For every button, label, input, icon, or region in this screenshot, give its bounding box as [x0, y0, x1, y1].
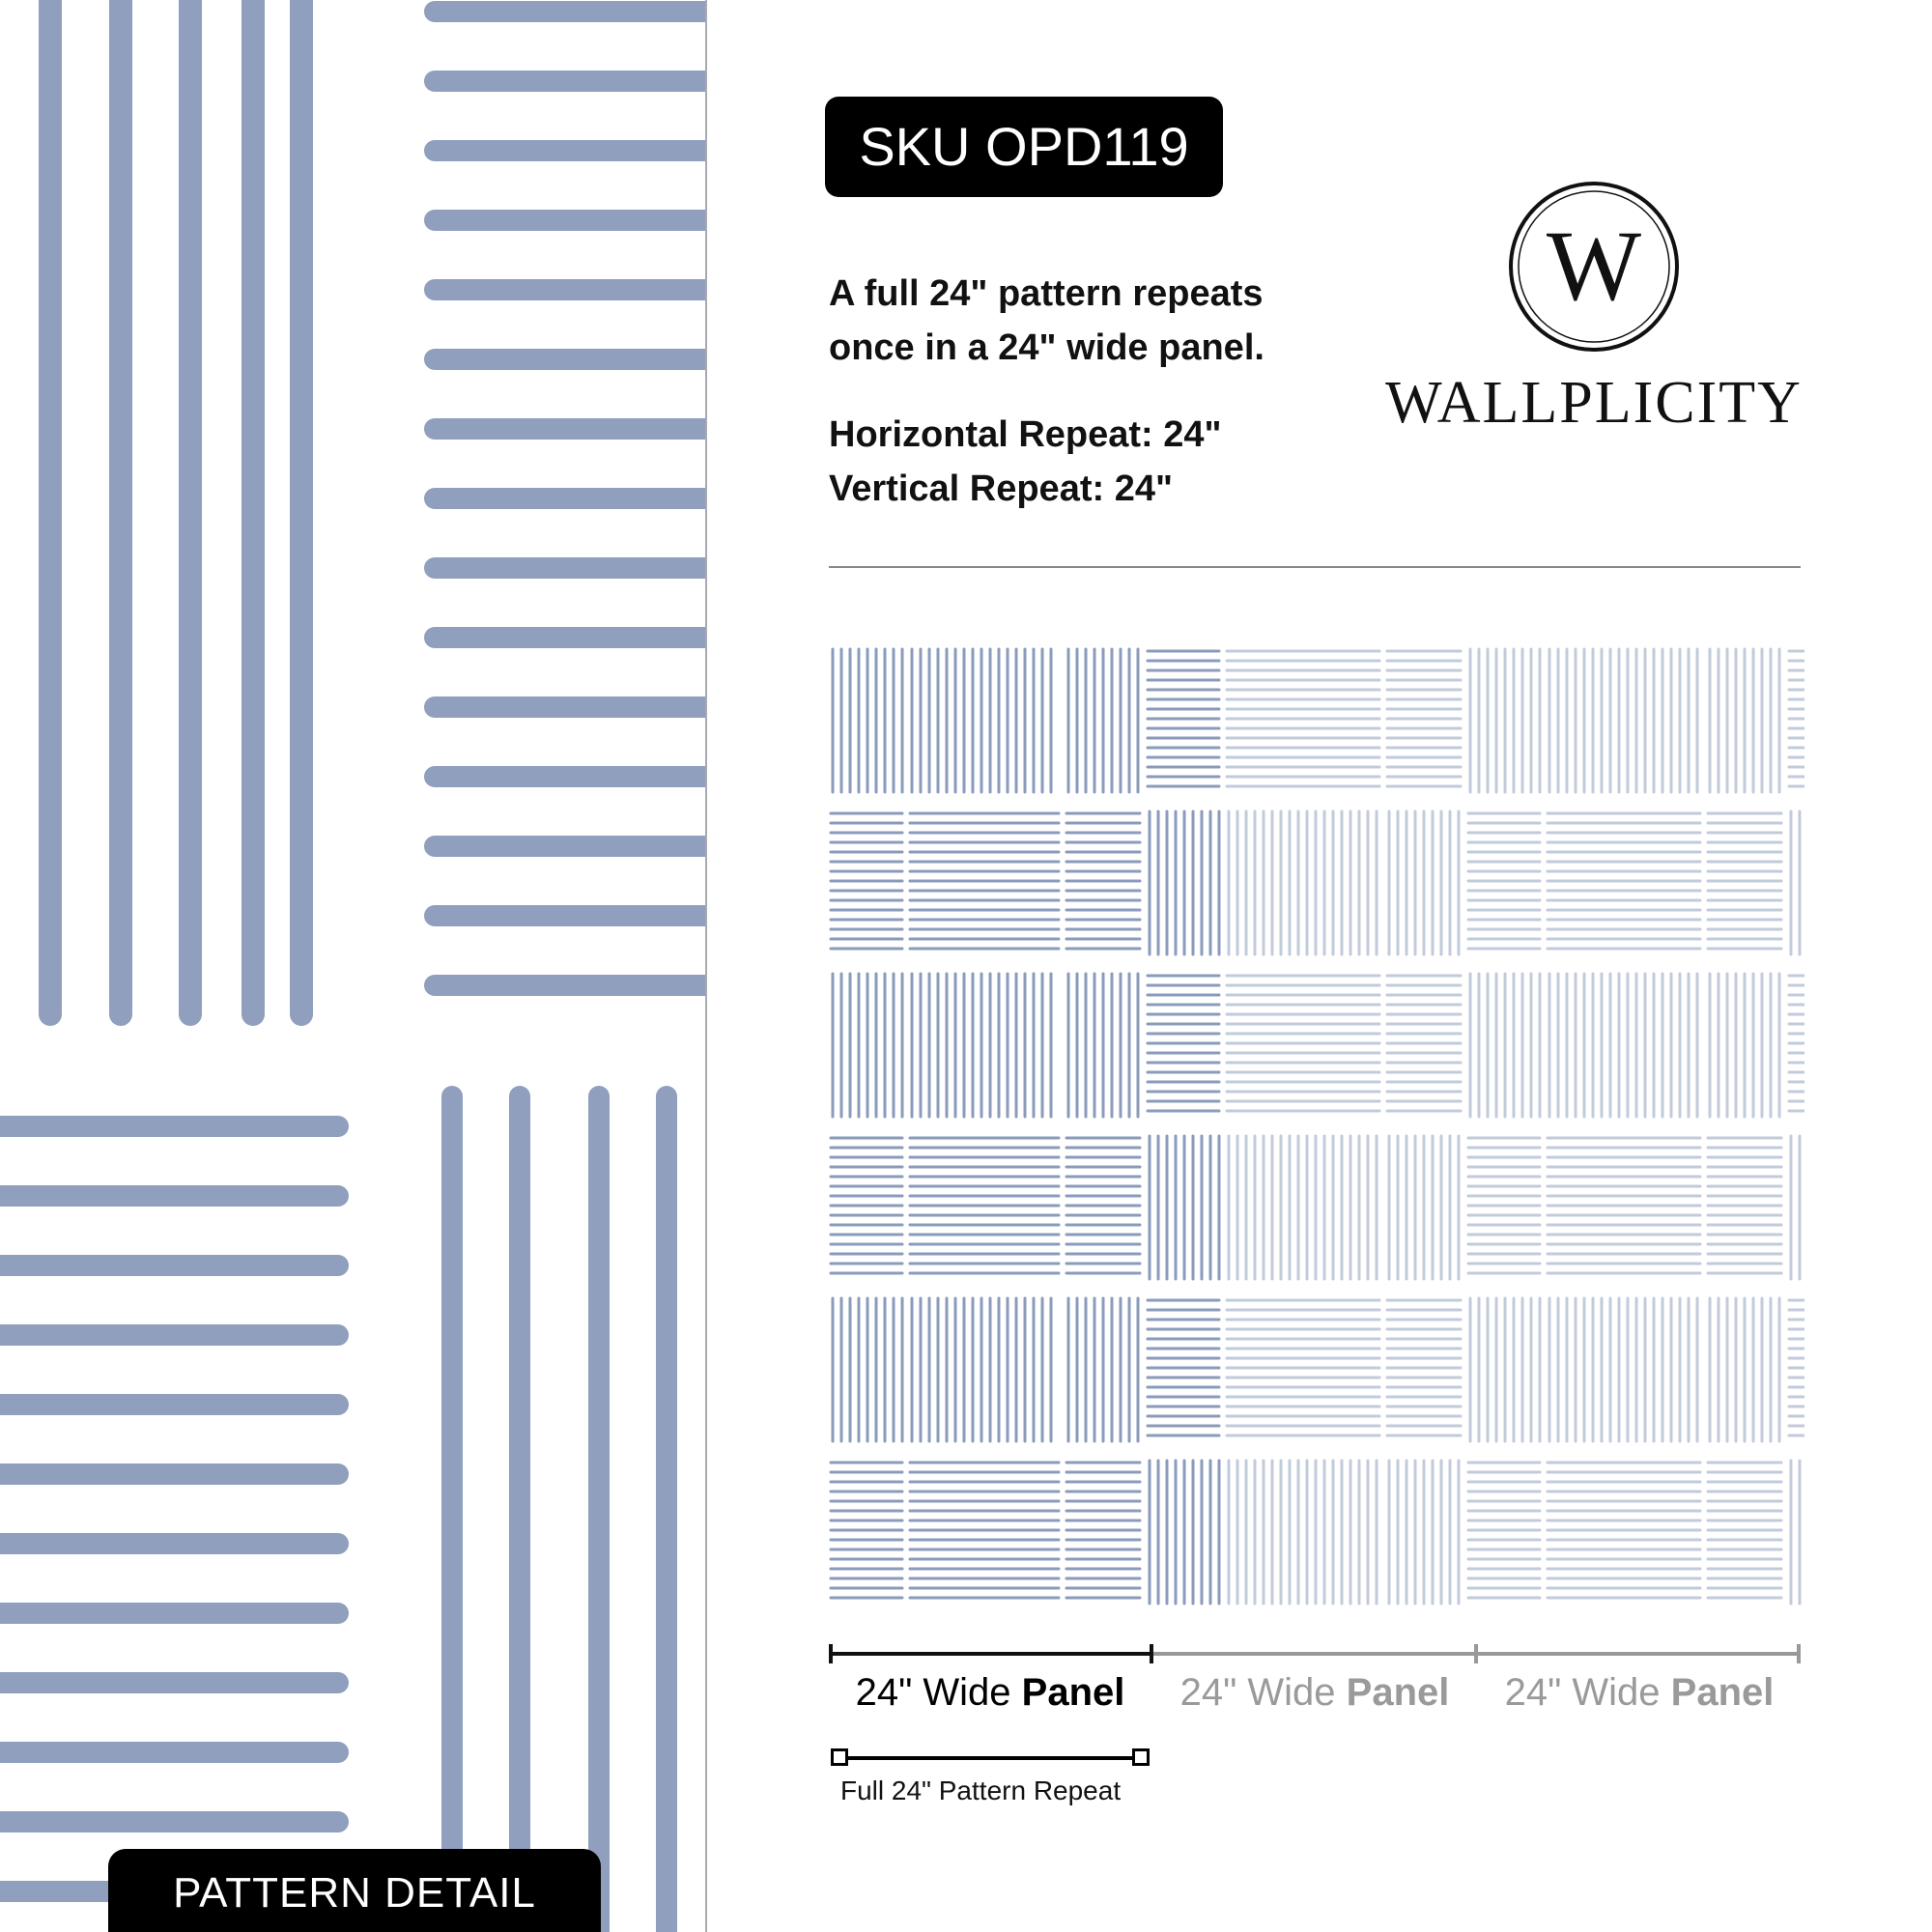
pattern-repeat-bar [831, 1748, 1150, 1768]
panel-label-1 [831, 1671, 1150, 1715]
brand-logo [1381, 180, 1806, 440]
panel-label-text: 24" Wide [1179, 1671, 1347, 1714]
panel-label-2 [1155, 1671, 1474, 1715]
panel-scale-3 [1478, 1640, 1801, 1667]
monogram-icon [1507, 180, 1681, 354]
wallpaper-preview [827, 639, 1804, 1613]
vertical-repeat: Vertical Repeat: 24" [829, 469, 1173, 509]
wallpaper-preview-image [827, 639, 1804, 1613]
panel-label-3 [1480, 1671, 1799, 1715]
pattern-detail-image [0, 0, 705, 1932]
section-divider [829, 566, 1801, 568]
brand-name: WALLPLICITY [1385, 370, 1803, 436]
pattern-detail-panel [0, 0, 705, 1932]
panel-label-bold: Panel [1670, 1671, 1775, 1714]
panel-scale-2 [1153, 1640, 1478, 1667]
panel-label-text: 24" Wide [855, 1671, 1022, 1714]
monogram-letter: W [1546, 211, 1642, 322]
description-line-1: A full 24" pattern repeats [829, 273, 1264, 314]
vertical-divider [705, 0, 707, 1932]
horizontal-repeat: Horizontal Repeat: 24" [829, 414, 1222, 455]
panel-label-bold: Panel [1346, 1671, 1450, 1714]
description-line-2: once in a 24" wide panel. [829, 327, 1264, 368]
pattern-detail-label: PATTERN DETAIL [108, 1849, 601, 1932]
panel-label-text: 24" Wide [1504, 1671, 1671, 1714]
panel-scale-1 [829, 1640, 1153, 1667]
pattern-repeat-label: Full 24" Pattern Repeat [840, 1776, 1122, 1805]
sku-badge: SKU OPD119 [825, 97, 1223, 197]
panel-label-bold: Panel [1021, 1671, 1125, 1714]
